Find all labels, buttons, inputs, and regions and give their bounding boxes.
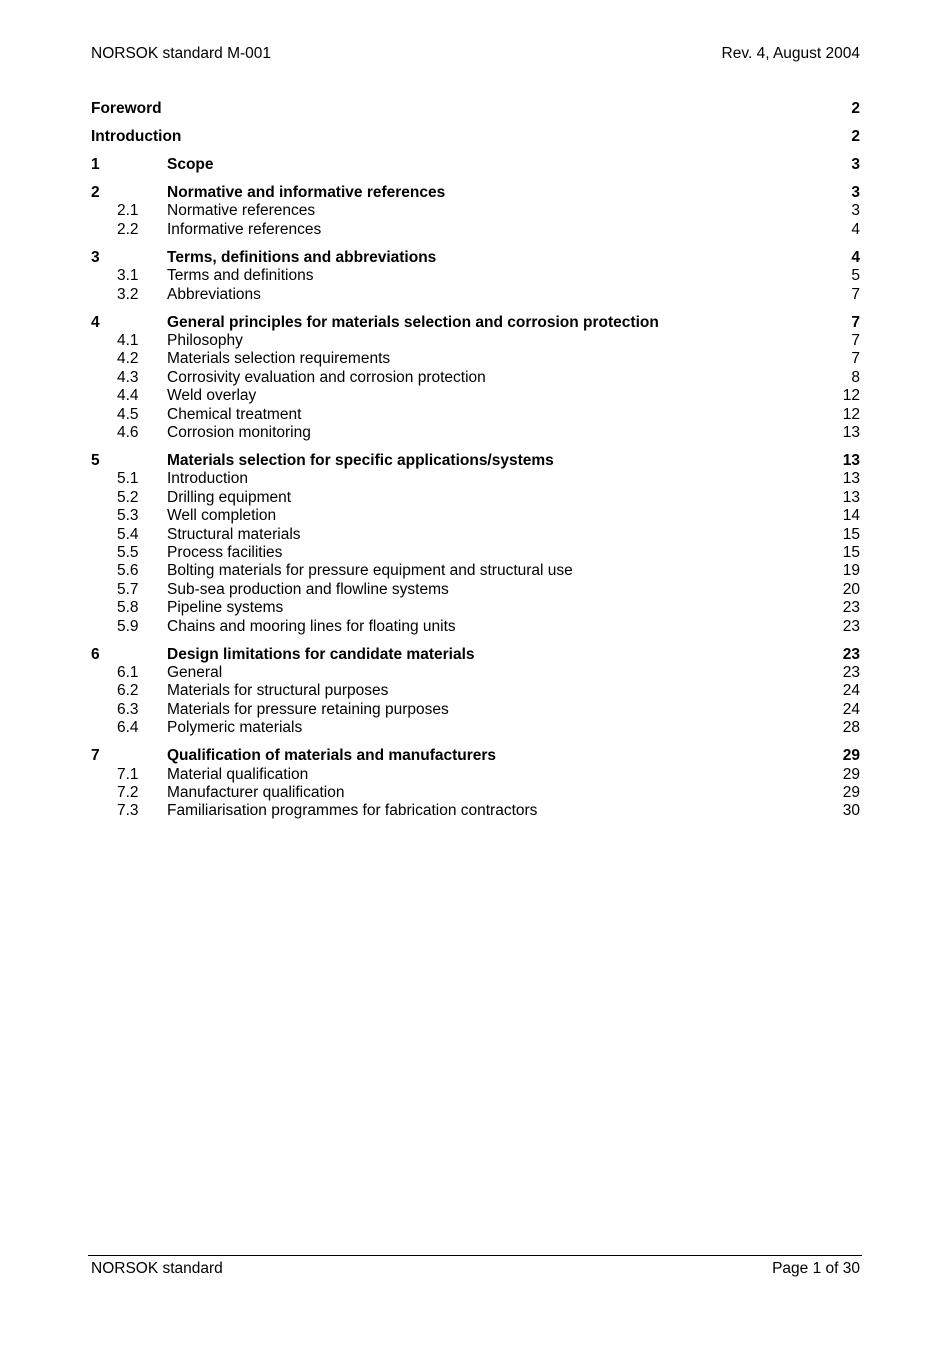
toc-entry-number: 7.1: [117, 765, 139, 783]
toc-entry-number: 4.4: [117, 387, 139, 405]
toc-entry-page: 29: [842, 784, 860, 801]
toc-entry-number: 4.6: [117, 424, 139, 441]
toc-entry-number: 5.8: [117, 599, 139, 617]
toc-entry-title: Informative references: [167, 220, 322, 238]
toc-entry-page: 3: [851, 156, 860, 173]
toc-entry-number: 1: [91, 156, 100, 173]
toc-subsection-entry[interactable]: [91, 286, 860, 304]
toc-subsection-entry[interactable]: [91, 682, 860, 700]
toc-entry-number: 4: [91, 313, 100, 331]
toc-subsection-entry[interactable]: [91, 470, 860, 488]
toc-section-entry[interactable]: [91, 747, 860, 765]
toc-entry-number: 5: [91, 452, 100, 469]
toc-entry-page: 12: [842, 387, 860, 405]
toc-entry-number: 5.2: [117, 488, 139, 506]
toc-entry-page: 24: [842, 700, 860, 718]
toc-entry-page: 7: [851, 332, 860, 349]
toc-entry-number: 7: [91, 747, 100, 765]
toc-subsection-entry[interactable]: [91, 526, 860, 544]
toc-subsection-entry[interactable]: [91, 221, 860, 239]
toc-section-entry[interactable]: [91, 646, 860, 664]
toc-entry-title: Qualification of materials and manufacturers: [167, 747, 497, 765]
toc-section-entry[interactable]: [91, 128, 860, 146]
toc-entry-title: Material qualification: [167, 765, 309, 783]
page-footer: [88, 1255, 862, 1277]
toc-entry-page: 5: [851, 267, 860, 285]
toc-entry-page: 29: [842, 765, 860, 783]
toc-entry-title: Familiarisation programmes for fabrication contractors: [167, 802, 538, 820]
toc-entry-title: Well completion: [167, 507, 277, 525]
toc-entry-page: 30: [842, 802, 860, 820]
toc-entry-page: 23: [842, 599, 860, 617]
footer-document-name: NORSOK standard: [91, 1260, 223, 1277]
toc-entry-title: General principles for materials selection and corrosion protection: [167, 313, 659, 331]
toc-entry-page: 13: [842, 424, 860, 441]
toc-entry-page: 2: [851, 128, 860, 145]
toc-entry-title: Structural materials: [167, 525, 301, 543]
toc-subsection-entry[interactable]: [91, 424, 860, 442]
toc-entry-page: 4: [851, 248, 860, 266]
toc-section-entry[interactable]: [91, 452, 860, 470]
toc-entry-number: 2: [91, 184, 100, 201]
toc-entry-title: Terms, definitions and abbreviations: [167, 248, 437, 266]
page-number: Page 1 of 30: [772, 1260, 860, 1277]
toc-section-entry[interactable]: [91, 184, 860, 202]
toc-entry-page: 2: [851, 100, 860, 117]
toc-entry-title: Polymeric materials: [167, 719, 303, 737]
toc-subsection-entry[interactable]: [91, 350, 860, 368]
toc-entry-title: Terms and definitions: [167, 267, 314, 285]
toc-subsection-entry[interactable]: [91, 332, 860, 350]
toc-entry-number: 3: [91, 248, 100, 266]
toc-entry-number: 5.1: [117, 470, 139, 488]
toc-entry-page: 19: [842, 562, 860, 580]
toc-entry-number: 5.5: [117, 544, 139, 561]
toc-entry-title: Normative references: [167, 202, 316, 220]
toc-subsection-entry[interactable]: [91, 489, 860, 507]
toc-section-entry[interactable]: [91, 249, 860, 267]
toc-entry-number: 6: [91, 645, 100, 663]
toc-entry-title: Philosophy: [167, 332, 243, 349]
toc-subsection-entry[interactable]: [91, 202, 860, 220]
toc-section-entry[interactable]: [91, 314, 860, 332]
toc-entry-page: 23: [842, 645, 860, 663]
toc-entry-number: 4.5: [117, 405, 139, 423]
toc-entry-number: 4.3: [117, 368, 139, 386]
toc-entry-title: Introduction: [91, 128, 182, 145]
toc-entry-page: 28: [842, 719, 860, 737]
document-title: NORSOK standard M-001: [91, 45, 272, 62]
toc-subsection-entry[interactable]: [91, 701, 860, 719]
toc-entry-title: Design limitations for candidate materials: [167, 645, 475, 663]
toc-entry-number: 6.2: [117, 682, 139, 700]
toc-subsection-entry[interactable]: [91, 766, 860, 784]
toc-entry-number: 7.3: [117, 802, 139, 820]
page-header: [91, 45, 860, 65]
toc-entry-title: Abbreviations: [167, 285, 261, 303]
toc-entry-page: 23: [842, 617, 860, 635]
toc-subsection-entry[interactable]: [91, 267, 860, 285]
toc-subsection-entry[interactable]: [91, 369, 860, 387]
toc-entry-title: Materials for structural purposes: [167, 682, 389, 700]
toc-entry-title: Normative and informative references: [167, 184, 446, 201]
toc-entry-title: Pipeline systems: [167, 599, 284, 617]
toc-entry-page: 23: [842, 664, 860, 681]
toc-entry-number: 2.1: [117, 202, 139, 220]
toc-entry-title: Sub-sea production and flowline systems: [167, 580, 449, 598]
toc-entry-title: Manufacturer qualification: [167, 784, 345, 801]
toc-entry-title: Scope: [167, 156, 214, 173]
toc-entry-page: 13: [842, 470, 860, 488]
toc-entry-title: Drilling equipment: [167, 488, 292, 506]
toc-entry-page: 4: [851, 220, 860, 238]
toc-entry-title: Materials selection for specific applications/systems: [167, 452, 554, 469]
toc-entry-page: 29: [842, 747, 860, 765]
toc-entry-title: Chemical treatment: [167, 405, 302, 423]
toc-entry-page: 13: [842, 452, 860, 469]
toc-subsection-entry[interactable]: [91, 581, 860, 599]
toc-entry-page: 14: [842, 507, 860, 525]
toc-entry-number: 5.4: [117, 525, 139, 543]
toc-entry-number: 4.2: [117, 350, 139, 368]
toc-entry-title: Introduction: [167, 470, 248, 488]
toc-subsection-entry[interactable]: [91, 784, 860, 802]
revision-date: Rev. 4, August 2004: [721, 45, 860, 62]
toc-entry-page: 24: [842, 682, 860, 700]
toc-entry-number: 7.2: [117, 784, 139, 801]
toc-entry-number: 6.3: [117, 700, 139, 718]
toc-subsection-entry[interactable]: [91, 387, 860, 405]
toc-section-entry[interactable]: [91, 100, 860, 118]
toc-entry-title: Corrosion monitoring: [167, 424, 311, 441]
toc-entry-page: 13: [842, 488, 860, 506]
toc-subsection-entry[interactable]: [91, 618, 860, 636]
toc-entry-title: Bolting materials for pressure equipment and structural use: [167, 562, 573, 580]
toc-section-entry[interactable]: [91, 156, 860, 174]
toc-entry-title: Materials for pressure retaining purposes: [167, 700, 449, 718]
toc-entry-number: 2.2: [117, 220, 139, 238]
toc-entry-page: 15: [842, 525, 860, 543]
toc-subsection-entry[interactable]: [91, 802, 860, 820]
toc-entry-title: Materials selection requirements: [167, 350, 391, 368]
toc-entry-page: 3: [851, 202, 860, 220]
toc-entry-page: 15: [842, 544, 860, 561]
toc-entry-number: 5.7: [117, 580, 139, 598]
toc-entry-page: 12: [842, 405, 860, 423]
toc-entry-number: 3.1: [117, 267, 139, 285]
toc-subsection-entry[interactable]: [91, 507, 860, 525]
toc-entry-title: Weld overlay: [167, 387, 257, 405]
toc-entry-number: 6.4: [117, 719, 139, 737]
toc-entry-title: Foreword: [91, 100, 162, 117]
toc-subsection-entry[interactable]: [91, 406, 860, 424]
toc-entry-page: 7: [851, 350, 860, 368]
toc-entry-page: 8: [851, 368, 860, 386]
toc-entry-number: 5.3: [117, 507, 139, 525]
toc-entry-title: Process facilities: [167, 544, 283, 561]
toc-entry-number: 4.1: [117, 332, 139, 349]
toc-entry-number: 5.6: [117, 562, 139, 580]
toc-entry-title: Chains and mooring lines for floating units: [167, 617, 456, 635]
toc-subsection-entry[interactable]: [91, 599, 860, 617]
toc-subsection-entry[interactable]: [91, 544, 860, 562]
toc-subsection-entry[interactable]: [91, 719, 860, 737]
toc-entry-number: 3.2: [117, 285, 139, 303]
toc-subsection-entry[interactable]: [91, 664, 860, 682]
toc-entry-number: 6.1: [117, 664, 139, 681]
toc-entry-page: 3: [851, 184, 860, 201]
toc-entry-page: 7: [851, 285, 860, 303]
toc-subsection-entry[interactable]: [91, 562, 860, 580]
toc-entry-number: 5.9: [117, 617, 139, 635]
toc-entry-page: 7: [851, 313, 860, 331]
toc-entry-title: General: [167, 664, 223, 681]
toc-entry-page: 20: [842, 580, 860, 598]
toc-entry-title: Corrosivity evaluation and corrosion protection: [167, 368, 486, 386]
